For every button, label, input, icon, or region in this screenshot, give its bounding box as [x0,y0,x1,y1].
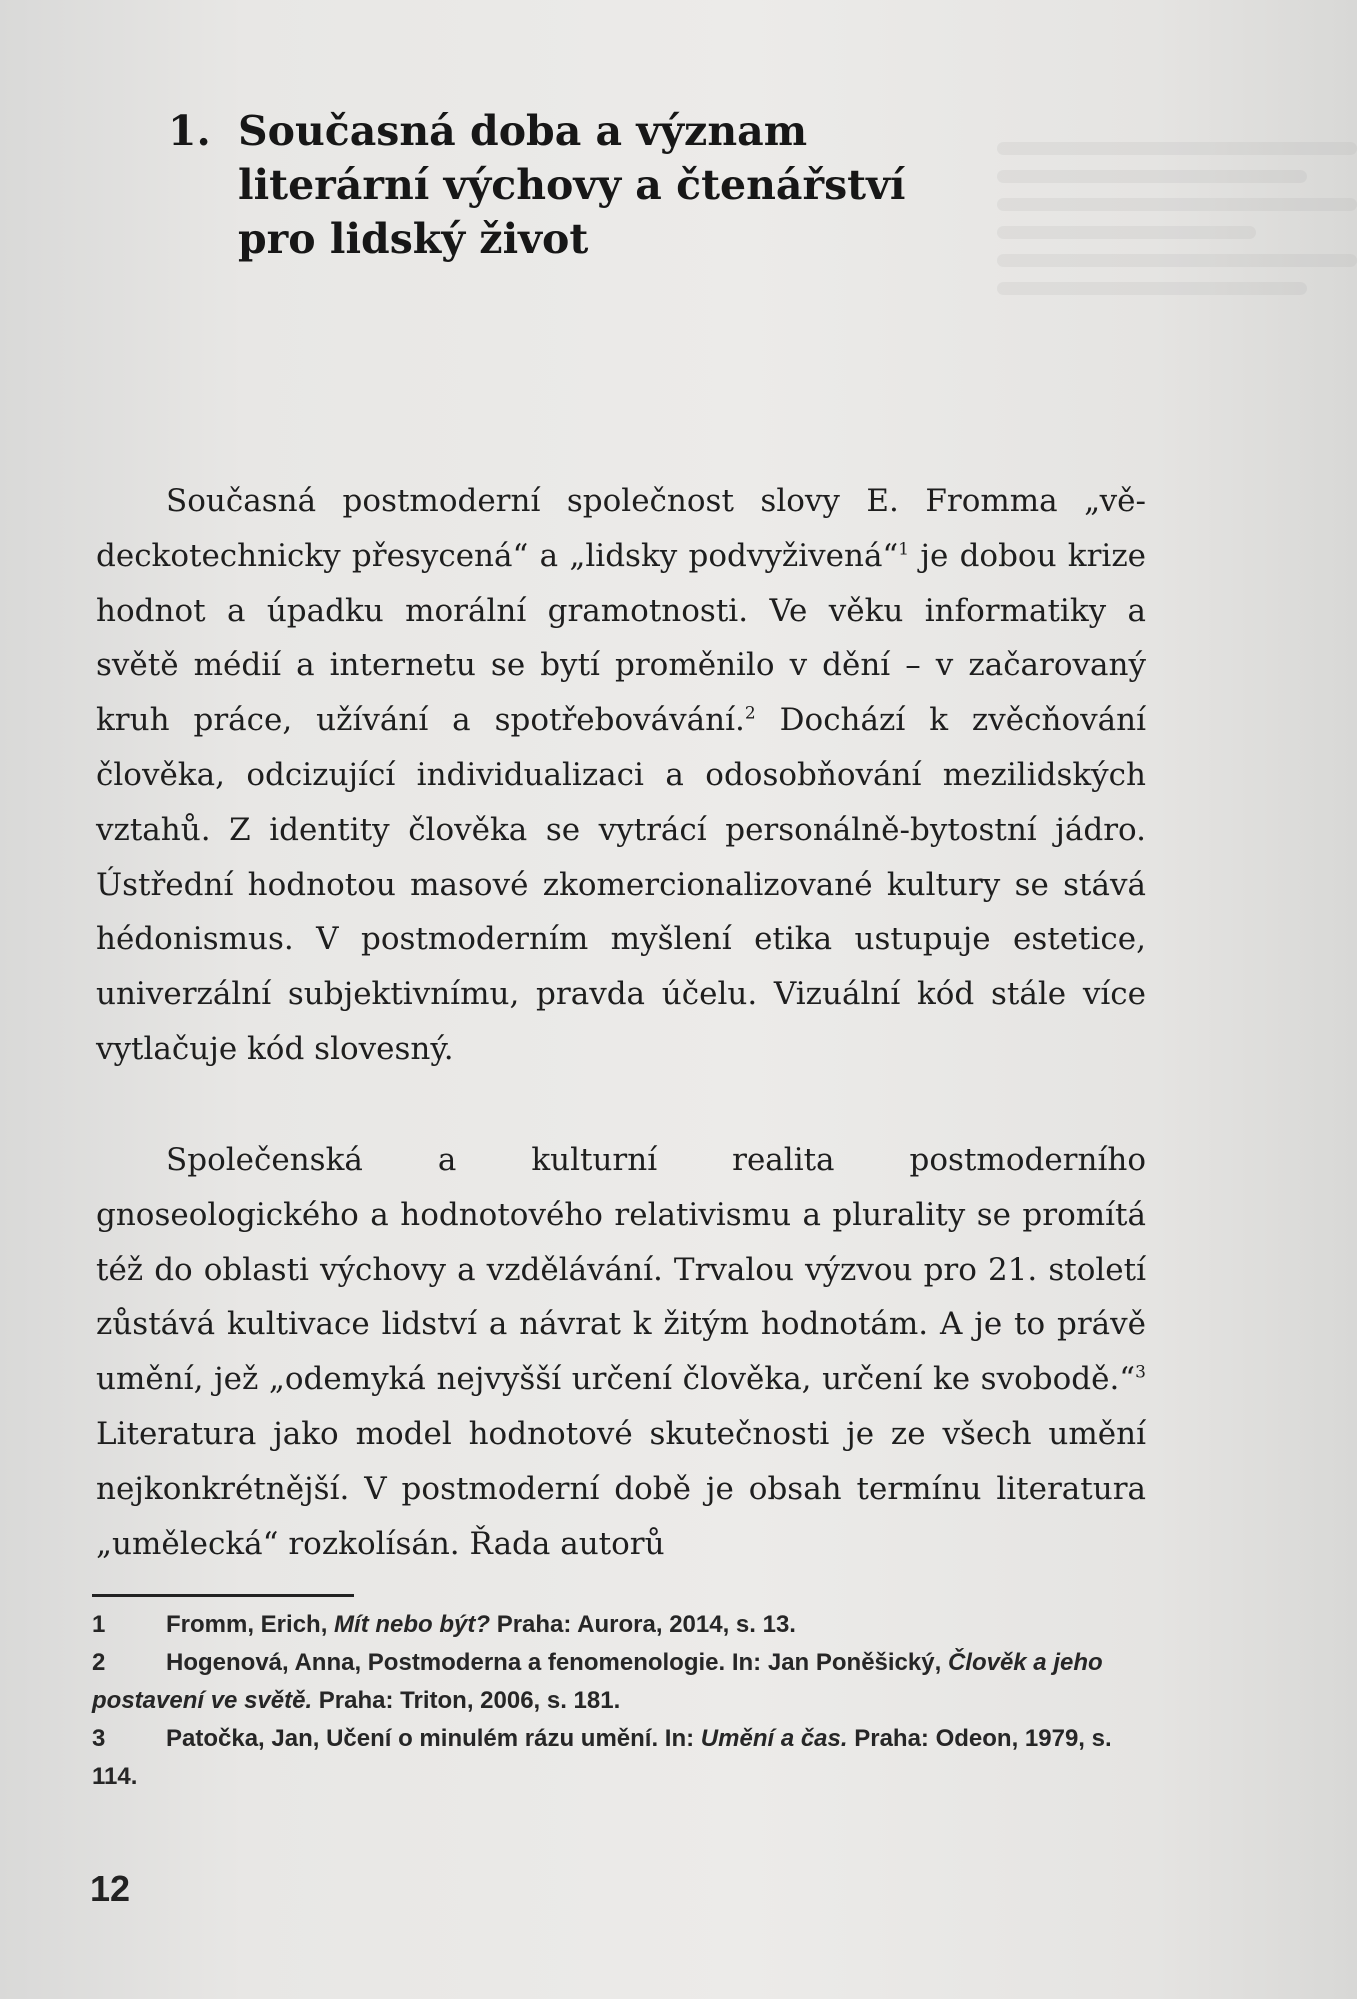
footnote-title: Člověk a jeho postavení ve světě. [92,1649,1103,1714]
footnote-reference-1[interactable]: 1 [898,539,910,560]
chapter-title [238,104,1018,266]
body-paragraph-1 [96,474,1146,1077]
footnote-publication: Praha: Triton, 2006, s. 181. [312,1687,621,1714]
footnote-author: Patočka, Jan, Učení o minulém rázu umění. In: [166,1725,701,1752]
footnote-reference-3[interactable]: 3 [1135,1362,1146,1383]
footnote-publication: Praha: Aurora, 2014, s. 13. [490,1611,796,1638]
paragraph-text: Společenská a kulturní realita postmoderního gnoseologického a hodnotového relativismu a plurality se promítá též do oblasti výchovy a vzdělávání. Trvalou výzvou pro 21. století zůstává kultivace lidství a návrat k žitým hodnotám. A je to právě umění, jež „odemyká nejvyšší určení člověka, určení ke svobodě.“ [96,1142,1146,1398]
footnote-title: Umění a čas. [700,1725,848,1752]
footnote-number: 1 [92,1611,106,1638]
footnote-reference-2[interactable]: 2 [744,703,756,724]
paragraph-text: Současná postmoderní společnost slovy E. Fromma „vě-deckotechnicky přesycená“ a „lidsky podvyživená“ [96,483,1146,574]
body-paragraph-2 [96,1133,1146,1571]
footnote-author: Fromm, Erich, [166,1611,335,1638]
footnote-number: 2 [92,1649,106,1676]
chapter-title-line: literární výchovy a čtenářství [238,161,906,209]
paragraph-text: Literatura jako model hodnotové skutečnosti je ze všech umění nejkonkrétnější. V postmoderní době je obsah termínu literatura „umělecká“ rozkolísán. Řada autorů [96,1415,1146,1562]
chapter-title-line: Současná doba a význam [238,107,808,155]
footnote-2 [92,1644,1122,1720]
chapter-number: 1. [168,107,211,155]
page-number: 12 [90,1868,131,1909]
chapter-title-line: pro lidský život [238,215,589,263]
footnote-number: 3 [92,1725,106,1752]
footnotes [92,1606,1122,1796]
paragraph-text: je dobou krize hodnot a úpadku morální gramotnosti. Ve věku informatiky a světě médií a internetu se bytí proměnilo v dění – v začarovaný kruh práce, užívání a spotřebovávání. [96,537,1146,739]
footnote-title: Mít nebo být? [334,1611,491,1638]
reverse-page-show-through [997,128,1357,428]
paragraph-text: Dochází k zvěcňování člověka, odcizující individualizaci a odosobňování mezilidských vztahů. Z identity člověka se vytrácí personálně-bytostní jádro. Ústřední hodnotou masové zkomercionalizované kultury se stává hédonismus. V postmoderním myšlení etika ustupuje estetice, univerzální subjektivnímu, pravda účelu. Vizuální kód stále více vytlačuje kód slovesný. [96,702,1146,1067]
footnote-separator [92,1594,354,1597]
footnote-1 [92,1606,1122,1644]
footnote-publication: Praha: Odeon, 1979, s. 114. [92,1725,1112,1790]
footnote-author: Hogenová, Anna, Postmoderna a fenomenologie. In: Jan Poněšický, [166,1649,948,1676]
footnote-3 [92,1720,1122,1796]
